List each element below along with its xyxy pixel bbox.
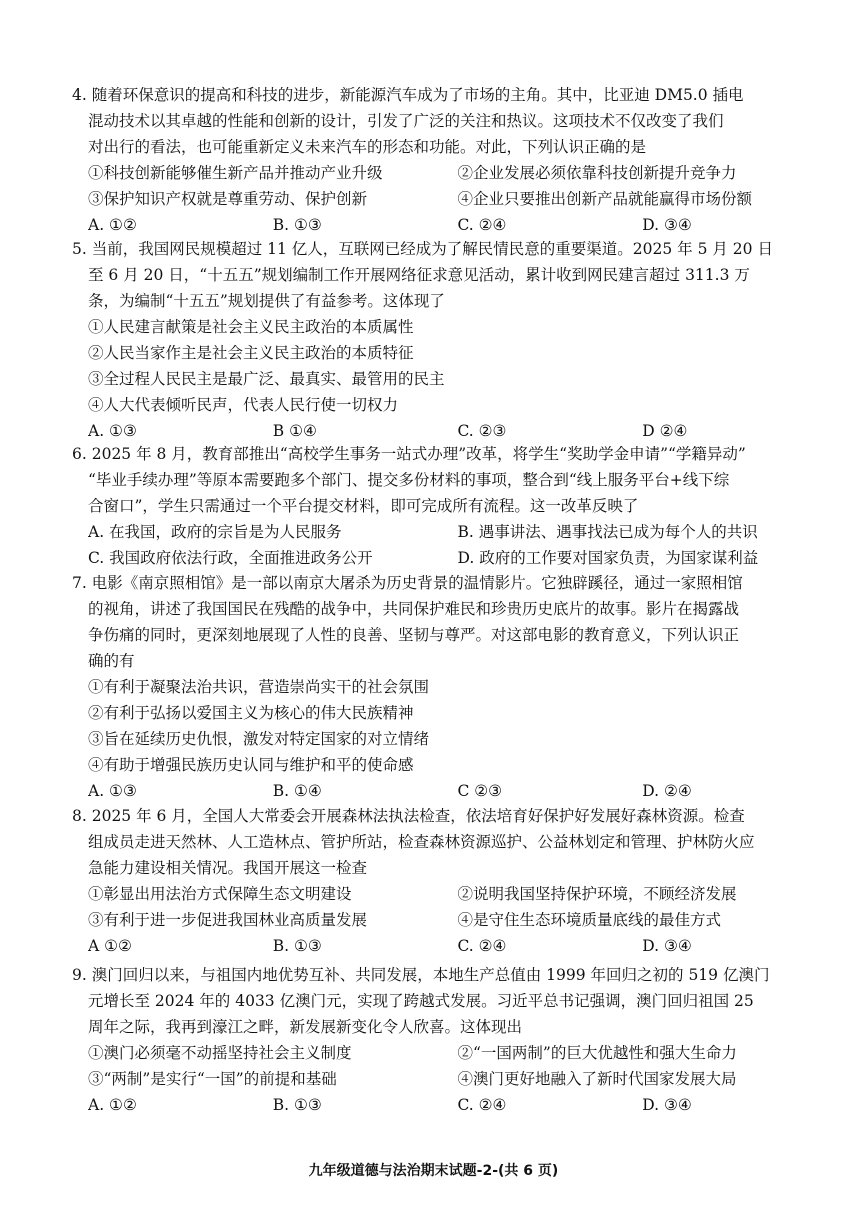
q8-item-3: ③有利于进一步促进我国林业高质量发展 [88, 911, 368, 929]
q6-option-b: B. 遇事讲法、遇事找法已成为每个人的共识 [457, 523, 758, 541]
q4-options [88, 212, 827, 238]
q8-options [88, 933, 827, 959]
q8-item-1: ①彰显出用法治方式保障生态文明建设 [88, 885, 352, 903]
q4-items-row-1 [88, 160, 827, 186]
q9-option-d: D. ③④ [642, 1096, 692, 1114]
question-4 [72, 82, 827, 238]
q5-stem-line-3: 条，为编制“十五五”规划提供了有益参考。这体现了 [88, 292, 445, 310]
q7-option-b: B. ①④ [272, 782, 322, 800]
q9-option-c: C. ②④ [457, 1096, 507, 1114]
q4-stem-line-2: 混动技术以其卓越的性能和创新的设计，引发了广泛的关注和热议。这项技术不仅改变了我们 [88, 112, 724, 130]
q9-option-b: B. ①③ [272, 1096, 322, 1114]
q4-option-a: A. ①② [88, 216, 137, 234]
q4-items-row-2 [88, 186, 827, 212]
q4-item-2: ②企业发展必须依靠科技创新提升竞争力 [457, 164, 737, 182]
q4-option-c: C. ②④ [457, 216, 507, 234]
q9-items-row-1 [88, 1040, 827, 1066]
q9-items-row-2 [88, 1066, 827, 1092]
q8-stem-line-1: 8. 2025 年 6 月，全国人大常委会开展森林法执法检查，依法培育好保护好发展好森林资源。检查 [72, 807, 745, 825]
q8-stem-line-3: 急能力建设相关情况。我国开展这一检查 [88, 859, 368, 877]
q7-item-4: ④有助于增强民族历史认同与维护和平的使命感 [88, 756, 414, 774]
q5-item-3: ③全过程人民民主是最广泛、最真实、最管用的民主 [88, 370, 445, 388]
q7-stem-line-1: 7. 电影《南京照相馆》是一部以南京大屠杀为历史背景的温情影片。它独辟蹊径，通过一家照相馆 [72, 574, 743, 592]
q5-item-4: ④人大代表倾听民声，代表人民行使一切权力 [88, 396, 399, 414]
question-7 [72, 570, 827, 804]
q6-stem-line-1: 6. 2025 年 8 月，教育部推出“高校学生事务一站式办理”改革，将学生“奖助学金申请”“学籍异动” [72, 445, 746, 463]
q4-item-3: ③保护知识产权就是尊重劳动、保护创新 [88, 190, 368, 208]
q4-stem-line-1: 4. 随着环保意识的提高和科技的进步，新能源汽车成为了市场的主角。其中，比亚迪 DM5.0 插电 [72, 86, 744, 104]
q9-item-1: ①澳门必须毫不动摇坚持社会主义制度 [88, 1044, 352, 1062]
q5-stem-line-2: 至 6 月 20 日，“十五五”规划编制工作开展网络征求意见活动，累计收到网民建言超过 311.3 万 [88, 266, 750, 284]
q5-option-b: B ①④ [272, 422, 317, 440]
q9-option-a: A. ①② [88, 1096, 137, 1114]
q8-items-row-2 [88, 907, 827, 933]
q9-stem-line-2: 元增长至 2024 年的 4033 亿澳门元，实现了跨越式发展。习近平总书记强调，澳门回归祖国 25 [88, 992, 754, 1010]
q5-item-2: ②人民当家作主是社会主义民主政治的本质特征 [88, 344, 414, 362]
q8-item-2: ②说明我国坚持保护环境，不顾经济发展 [457, 885, 737, 903]
page-footer: 九年级道德与法治期末试题-2-(共 6 页) [308, 1163, 559, 1179]
q5-item-1: ①人民建言献策是社会主义民主政治的本质属性 [88, 318, 414, 336]
q8-option-d: D. ③④ [642, 937, 692, 955]
question-6 [72, 441, 827, 571]
q6-options-row-1 [88, 519, 827, 545]
q7-item-2: ②有利于弘扬以爱国主义为核心的伟大民族精神 [88, 704, 414, 722]
q4-option-b: B. ①③ [272, 216, 322, 234]
q5-stem-line-1: 5. 当前，我国网民规模超过 11 亿人，互联网已经成为了解民情民意的重要渠道。2025 年 5 月 20 日 [72, 240, 773, 258]
q7-options [88, 778, 827, 804]
q5-option-a: A. ①③ [88, 422, 137, 440]
q7-stem-line-2: 的视角，讲述了我国国民在残酷的战争中，共同保护难民和珍贵历史底片的故事。影片在揭露战 [88, 600, 740, 618]
q9-stem-line-1: 9. 澳门回归以来，与祖国内地优势互补、共同发展，本地生产总值由 1999 年回归之初的 519 亿澳门 [72, 966, 770, 984]
q5-option-c: C. ②③ [457, 422, 507, 440]
q9-item-4: ④澳门更好地融入了新时代国家发展大局 [457, 1070, 737, 1088]
question-5 [72, 236, 827, 444]
q8-option-c: C. ②④ [457, 937, 507, 955]
question-9 [72, 962, 827, 1118]
question-8 [72, 803, 827, 959]
q7-option-c: C ②③ [457, 782, 503, 800]
q6-stem-line-2: “毕业手续办理”等原本需要跑多个部门、提交多份材料的事项，整合到“线上服务平台+线下综 [88, 471, 730, 489]
q5-option-d: D ②④ [642, 422, 688, 440]
q8-items-row-1 [88, 881, 827, 907]
q7-stem-line-3: 争伤痛的同时，更深刻地展现了人性的良善、坚韧与尊严。对这部电影的教育意义，下列认识正 [88, 626, 740, 644]
q8-option-b: B. ①③ [272, 937, 322, 955]
q6-option-d: D. 政府的工作要对国家负责，为国家谋利益 [457, 549, 759, 567]
q6-option-a: A. 在我国，政府的宗旨是为人民服务 [88, 523, 342, 541]
q9-options [88, 1092, 827, 1118]
q8-stem-line-2: 组成员走进天然林、人工造林点、管护所站，检查森林资源巡护、公益林划定和管理、护林防火应 [88, 833, 755, 851]
q6-stem-line-3: 合窗口”，学生只需通过一个平台提交材料，即可完成所有流程。这一改革反映了 [88, 497, 639, 515]
q4-item-1: ①科技创新能够催生新产品并推动产业升级 [88, 164, 383, 182]
q7-option-a: A. ①③ [88, 782, 137, 800]
q9-stem-line-3: 周年之际，我再到濠江之畔，新发展新变化令人欣喜。这体现出 [88, 1018, 523, 1036]
q9-item-2: ②“一国两制”的巨大优越性和强大生命力 [457, 1044, 737, 1062]
q4-item-4: ④企业只要推出创新产品就能赢得市场份额 [457, 190, 753, 208]
q8-item-4: ④是守住生态环境质量底线的最佳方式 [457, 911, 722, 929]
q6-options-row-2 [88, 545, 827, 571]
q7-stem-line-4: 确的有 [88, 652, 135, 670]
q7-item-1: ①有利于凝聚法治共识，营造崇尚实干的社会氛围 [88, 678, 430, 696]
q6-option-c: C. 我国政府依法行政，全面推进政务公开 [88, 549, 373, 567]
q9-item-3: ③“两制”是实行“一国”的前提和基础 [88, 1070, 337, 1088]
q7-item-3: ③旨在延续历史仇恨，激发对特定国家的对立情绪 [88, 730, 430, 748]
q8-option-a: A ①② [88, 937, 132, 955]
q4-option-d: D. ③④ [642, 216, 692, 234]
q4-stem-line-3: 对出行的看法，也可能重新定义未来汽车的形态和功能。对此，下列认识正确的是 [88, 138, 647, 156]
q7-option-d: D. ②④ [642, 782, 692, 800]
